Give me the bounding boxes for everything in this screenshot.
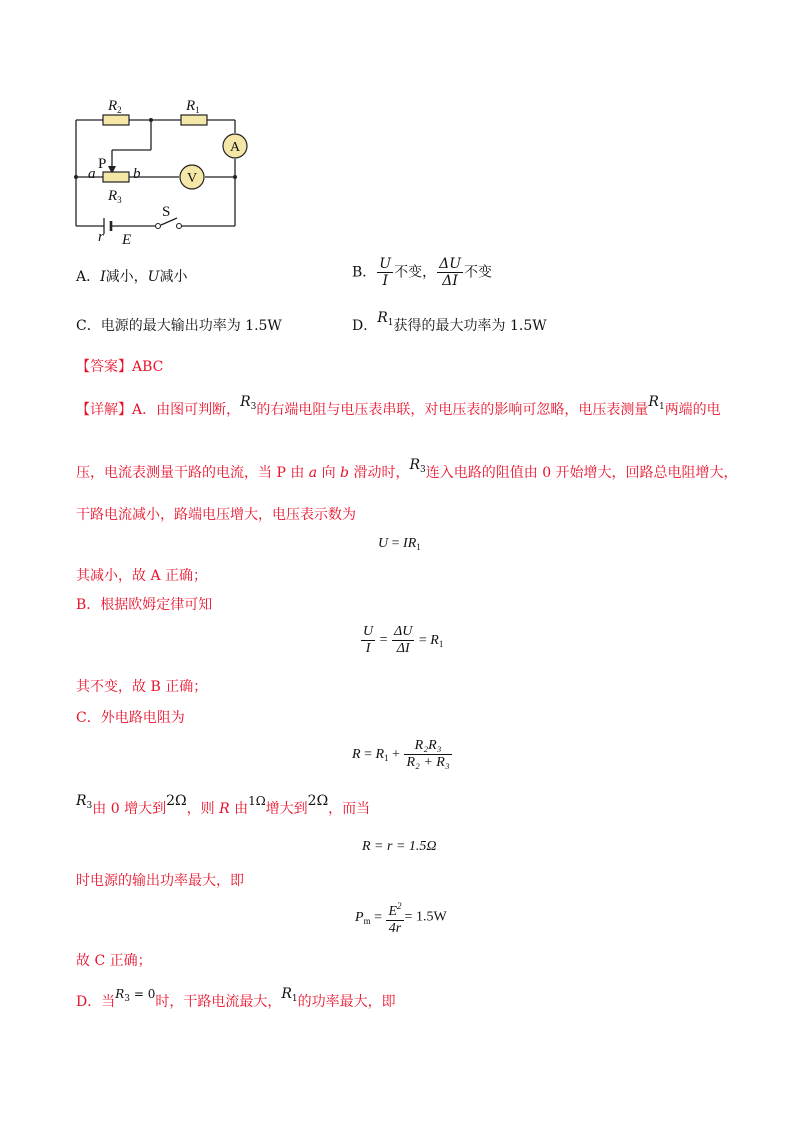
detail-line-5: B．根据欧姆定律可知 (76, 597, 213, 613)
junction-dot (149, 118, 153, 122)
label-p: P (98, 156, 107, 172)
ammeter-label: A (229, 140, 241, 155)
circuit-diagram (60, 88, 270, 248)
equation-3: $R = R_1$ + $\frac{\text{R₂R₃}}{\text{R₂ + R₃}}$ (352, 738, 450, 770)
answer-line: 【答案】ABC (76, 359, 164, 375)
equation-2: $\frac{U}{I}$ = $\frac{\Delta U}{\Delta I}$ = $R_1$ (363, 624, 444, 656)
switch-contact (177, 224, 182, 229)
detail-line-1: 【详解】A．由图可判断，$R_3$的右端电阻与电压表串联，对电压表的影响可忽略，电压表测量$R_1$两端的电 (76, 394, 721, 418)
detail-line-2: 压，电流表测量干路的电流，当 P 由 a 向 b 滑动时，$R_3$连入电路的阻值由 0 开始增大，回路总电阻增大， (76, 457, 738, 481)
label-e: E (122, 232, 132, 248)
battery-icon (104, 218, 111, 234)
label-r-internal: r (98, 229, 104, 245)
label-r3: $R_3$ (108, 188, 122, 205)
detail-line-6: 其不变，故 B 正确； (76, 679, 208, 695)
junction-dot (74, 175, 78, 179)
switch-contact (156, 224, 161, 229)
resistor-r1 (181, 115, 207, 125)
option-d: D．$R_1$获得的最大功率为 1.5W (352, 310, 547, 334)
fraction-du-over-di: $\frac{\Delta U}{\Delta I}$ (439, 256, 462, 289)
detail-line-3: 干路电流减小，路端电压增大，电压表示数为 (76, 507, 356, 523)
junction-dot (233, 175, 237, 179)
option-a: A．I减小，U减小 (76, 269, 188, 285)
label-a: a (88, 166, 96, 182)
detail-line-4: 其减小，故 A 正确； (76, 568, 208, 584)
detail-line-10: 故 C 正确； (76, 953, 152, 969)
fraction-u-over-i: $\frac{U}{I}$ (379, 256, 392, 289)
voltmeter-label: V (186, 171, 198, 186)
label-s: S (162, 204, 171, 220)
detail-line-8: $R_3$由 0 增大到2Ω，则 R 由1Ω增大到2Ω，而当 (76, 793, 371, 817)
label-r2: $R_2$ (108, 98, 122, 115)
detail-line-7: C．外电路电阻为 (76, 710, 185, 726)
equation-5: $P_m$ = $\frac{E^2}{4r}$ = 1.5W (355, 898, 447, 937)
resistor-r2 (103, 115, 129, 125)
label-r1: $R_1$ (186, 98, 200, 115)
option-b: B． $\frac{U}{I}$ 不变， $\frac{\Delta U}{\Delta I}$ 不变 (352, 256, 493, 289)
detail-line-9: 时电源的输出功率最大，即 (76, 873, 244, 889)
option-c: C．电源的最大输出功率为 1.5W (76, 318, 282, 334)
equation-4: R = r = 1.5Ω (362, 839, 437, 854)
label-b: b (133, 166, 141, 182)
detail-line-11: D．当$R_3 = 0$时，干路电流最大，$R_1$的功率最大，即 (76, 986, 396, 1010)
equation-1: $U = IR_1$ (378, 536, 421, 552)
resistor-r3 (103, 172, 129, 182)
